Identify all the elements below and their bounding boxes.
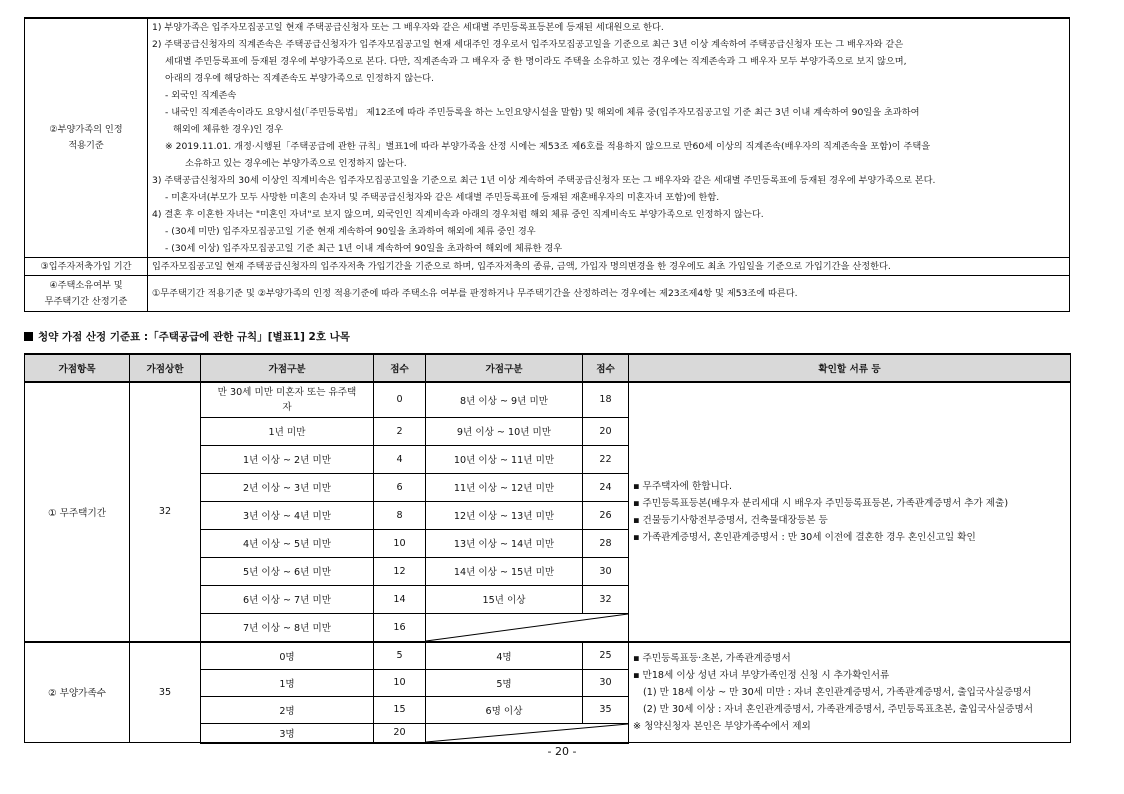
- score-value: 26: [583, 501, 629, 529]
- score-value: 8: [374, 501, 426, 529]
- score-value: 6: [374, 473, 426, 501]
- score-value: 10: [374, 529, 426, 557]
- score-value: 10: [374, 669, 426, 696]
- housing-ownership-content: [148, 276, 1070, 312]
- no-house-item: ① 무주택기간: [25, 382, 130, 642]
- score-value: 35: [583, 696, 629, 723]
- dependents-label-line: 적용기준: [68, 140, 104, 151]
- document-item: ▪ 건물등기사항전부증명서, 건축물대장등본 등: [633, 514, 828, 526]
- score-value: 20: [374, 723, 426, 743]
- score-category: 4년 이상 ~ 5년 미만: [201, 529, 374, 557]
- savings-period-label: ③입주자저축가입 기간: [25, 258, 148, 276]
- criteria-line: 소유하고 있는 경우에는 부양가족으로 인정하지 않는다.: [185, 158, 407, 169]
- dependents-documents: [629, 642, 1071, 743]
- housing-ownership-text: ①무주택기간 적용기준 및 ②부양가족의 인정 적용기준에 따라 주택소유 여부를 판정하거나 무주택기간을 산정하려는 경우에는 제23조제4항 및 제53조에 따른다.: [152, 288, 798, 299]
- dependents-criteria-label: [25, 18, 148, 258]
- score-category: 10년 이상 ~ 11년 미만: [426, 445, 583, 473]
- housing-ownership-label: [25, 276, 148, 312]
- score-category: 1년 이상 ~ 2년 미만: [201, 445, 374, 473]
- diagonal-line: [426, 614, 628, 641]
- score-category: 8년 이상 ~ 9년 미만: [426, 382, 583, 417]
- score-category: 3년 이상 ~ 4년 미만: [201, 501, 374, 529]
- score-category: 5명: [426, 669, 583, 696]
- score-category: 만 30세 미만 미혼자 또는 유주택자: [201, 382, 374, 417]
- criteria-line: 4) 결혼 후 이혼한 자녀는 "미혼인 자녀"로 보지 않으며, 외국인인 직계비속과 아래의 경우처럼 해외 체류 중인 직계비속도 부양가족으로 인정하지 않는다.: [152, 209, 764, 220]
- table-header-row: [25, 354, 1071, 382]
- criteria-line: 해외에 체류한 경우)인 경우: [173, 124, 283, 135]
- column-header: 확인할 서류 등: [629, 354, 1071, 382]
- score-value: 14: [374, 585, 426, 613]
- empty-diagonal-cell: [426, 613, 629, 642]
- document-item: ▪ 주민등록표등·초본, 가족관계증명서: [633, 652, 791, 664]
- score-category: 1명: [201, 669, 374, 696]
- score-value: 0: [374, 382, 426, 417]
- score-category: 0명: [201, 642, 374, 670]
- score-category: 11년 이상 ~ 12년 미만: [426, 473, 583, 501]
- criteria-line: 1) 부양가족은 입주자모집공고일 현재 주택공급신청자 또는 그 배우자와 같은 세대별 주민등록표등본에 등재된 세대원으로 한다.: [152, 22, 664, 33]
- section-title: [24, 329, 350, 344]
- section-title-text: 청약 가점 산정 기준표 :「주택공급에 관한 규칙」[별표1] 2호 나목: [38, 331, 350, 343]
- score-category: 4명: [426, 642, 583, 670]
- no-house-documents: [629, 382, 1071, 642]
- savings-period-content: [148, 258, 1070, 276]
- score-category: 3명: [201, 723, 374, 743]
- dependents-item: ② 부양가족수: [25, 642, 130, 743]
- score-value: 30: [583, 669, 629, 696]
- score-value: 12: [374, 557, 426, 585]
- score-value: 30: [583, 557, 629, 585]
- eligibility-criteria-table: [24, 17, 1070, 312]
- black-square-icon: [24, 332, 33, 341]
- score-category: 15년 이상: [426, 585, 583, 613]
- score-value: 24: [583, 473, 629, 501]
- document-item: (2) 만 30세 이상 : 자녀 혼인관계증명서, 가족관계증명서, 주민등록표초본, 출입국사실증명서: [643, 703, 1033, 715]
- criteria-line: 세대별 주민등록표에 등재된 경우에 부양가족으로 본다. 다만, 직계존속과 그 배우자 중 한 명이라도 주택을 소유하고 있는 경우에는 직계존속과 그 배우자 모두 부양가족으로 보지 않으며,: [165, 56, 907, 67]
- document-item: (1) 만 18세 이상 ~ 만 30세 미만 : 자녀 혼인관계증명서, 가족관계증명서, 출입국사실증명서: [643, 686, 1032, 698]
- score-category: 6명 이상: [426, 696, 583, 723]
- document-item: ▪ 가족관계증명서, 혼인관계증명서 : 만 30세 이전에 결혼한 경우 혼인신고일 확인: [633, 531, 976, 543]
- score-category: 6년 이상 ~ 7년 미만: [201, 585, 374, 613]
- score-value: 16: [374, 613, 426, 642]
- criteria-line: 아래의 경우에 해당하는 직계존속도 부양가족으로 인정하지 않는다.: [165, 73, 434, 84]
- score-value: 32: [583, 585, 629, 613]
- score-category: 2년 이상 ~ 3년 미만: [201, 473, 374, 501]
- no-house-max: 32: [130, 382, 201, 642]
- document-item: ▪ 무주택자에 한합니다.: [633, 480, 733, 492]
- score-category: 5년 이상 ~ 6년 미만: [201, 557, 374, 585]
- score-value: 5: [374, 642, 426, 670]
- criteria-line: 3) 주택공급신청자의 30세 이상인 직계비속은 입주자모집공고일을 기준으로 최근 1년 이상 계속하여 주택공급신청자 또는 그 배우자와 같은 세대별 주민등록표에 등재된 경우에 부양가족으로 본다.: [152, 175, 936, 186]
- document-item: ▪ 주민등록표등본(배우자 분리세대 시 배우자 주민등록표등본, 가족관계증명서 추가 제출): [633, 497, 1009, 509]
- score-category: 14년 이상 ~ 15년 미만: [426, 557, 583, 585]
- criteria-line: - 내국인 직계존속이라도 요양시설(「주민등록법」 제12조에 따라 주민등록을 하는 노인요양시설을 말함) 및 해외에 체류 중(입주자모집공고일 기준 최근 3년 이내 계속하여 90일을 초과하여: [165, 107, 920, 118]
- score-value: 28: [583, 529, 629, 557]
- column-header: 가점항목: [25, 354, 130, 382]
- document-item: ※ 청약신청자 본인은 부양가족수에서 제외: [633, 720, 811, 732]
- score-value: 20: [583, 417, 629, 445]
- score-category: 12년 이상 ~ 13년 미만: [426, 501, 583, 529]
- criteria-line: - (30세 이상) 입주자모집공고일 기준 최근 1년 이내 계속하여 90일을 초과하여 해외에 체류한 경우: [165, 243, 563, 254]
- criteria-line: ※ 2019.11.01. 개정·시행된「주택공급에 관한 규칙」별표1에 따라 부양가족을 산정 시에는 제53조 제6호를 적용하지 않으므로 만60세 이상의 직계존속(배우자의 직계존속을 포함)이 주택을: [165, 141, 931, 152]
- score-category: 7년 이상 ~ 8년 미만: [201, 613, 374, 642]
- housing-label-line: 무주택기간 산정기준: [44, 295, 128, 307]
- score-value: 22: [583, 445, 629, 473]
- diagonal-line: [426, 724, 628, 742]
- score-value: 25: [583, 642, 629, 670]
- document-item: ▪ 만18세 이상 성년 자녀 부양가족인정 신청 시 추가확인서류: [633, 669, 890, 681]
- table-row: [25, 382, 1071, 417]
- criteria-line: - (30세 미만) 입주자모집공고일 기준 현재 계속하여 90일을 초과하여 해외에 체류 중인 경우: [165, 226, 536, 237]
- column-header: 가점구분: [426, 354, 583, 382]
- housing-label-line: ④주택소유여부 및: [49, 279, 123, 291]
- criteria-line: - 미혼자녀(부모가 모두 사망한 미혼의 손자녀 및 주택공급신청자와 같은 세대별 주민등록표에 등재된 재혼배우자의 미혼자녀 포함)에 한함.: [165, 192, 720, 203]
- table-row: [25, 642, 1071, 670]
- dependents-criteria-content: [148, 18, 1070, 258]
- column-header: 가점상한: [130, 354, 201, 382]
- dependents-max: 35: [130, 642, 201, 743]
- score-category: 2명: [201, 696, 374, 723]
- criteria-line: - 외국인 직계존속: [165, 90, 237, 101]
- column-header: 가점구분: [201, 354, 374, 382]
- page-number: - 20 -: [547, 745, 577, 758]
- empty-diagonal-cell: [426, 723, 629, 743]
- score-category: 1년 미만: [201, 417, 374, 445]
- score-value: 15: [374, 696, 426, 723]
- column-header: 점수: [583, 354, 629, 382]
- score-category: 13년 이상 ~ 14년 미만: [426, 529, 583, 557]
- savings-period-text: 입주자모집공고일 현재 주택공급신청자의 입주자저축 가입기간을 기준으로 하며, 입주자저축의 종류, 금액, 가입자 명의변경을 한 경우에도 최초 가입일을 기준으로 가입기간을 산정한다.: [152, 261, 891, 272]
- score-criteria-table: [24, 353, 1071, 744]
- criteria-line: 2) 주택공급신청자의 직계존속은 주택공급신청자가 입주자모집공고일 현재 세대주인 경우로서 입주자모집공고일을 기준으로 최근 3년 이상 계속하여 주택공급신청자 또는 그 배우자와 같은: [152, 39, 904, 50]
- score-value: 4: [374, 445, 426, 473]
- dependents-label-line: ②부양가족의 인정: [49, 124, 123, 135]
- score-value: 18: [583, 382, 629, 417]
- score-category: 9년 이상 ~ 10년 미만: [426, 417, 583, 445]
- column-header: 점수: [374, 354, 426, 382]
- score-value: 2: [374, 417, 426, 445]
